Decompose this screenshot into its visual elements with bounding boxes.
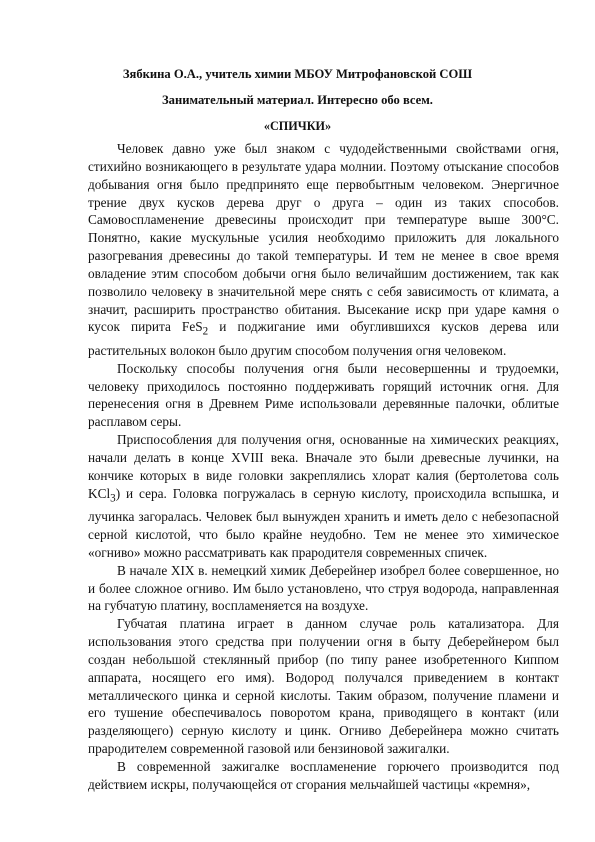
subscript: 2	[202, 326, 209, 339]
paragraph-6: В современной зажигалке воспламенение горючего производится под действием искры, получающейся от сгорания мельчайшей частицы «кремня»,	[88, 759, 559, 792]
document-body	[88, 140, 559, 794]
paragraph-2: Поскольку способы получения огня были несовершенны и трудоемки, человеку приходилось постоянно поддерживать горящий источник огня. Для перенесения огня в Древнем Риме использовали деревянные палочки, облитые расплавом серы.	[88, 360, 559, 430]
subscript: 3	[110, 492, 116, 505]
paragraph-5: Губчатая платина играет в данном случае роль катализатора. Для использования этого средства при получении огня в быту Деберейнером был создан небольшой стеклянный прибор (по типу ранее изобретенного Киппом аппарата, носящего его имя). Водород получался приведением в контакт металлического цинка и серной кислоты. Таким образом, получение пламени и его тушение обеспечивалось поворотом крана, приводящего в контакт (или разделяющего) серную кислоту и цинк. Огниво Деберейнера можно считать прародителем современной газовой или бензиновой зажигалки.	[88, 616, 559, 757]
paragraph-3: Приспособления для получения огня, основанные на химических реакциях, начали делать в конце XVIII века. Вначале это были древесные лучинки, на кончике которых в виде головки закреплялись хлорат калия (бертолетова соль KCl$_3$) и сера. Головка погружалась в серную кислоту, происходила вспышка, и лучинка загоралась. Человек был вынужден хранить и иметь дело с небезопасной серной кислотой, что было крайне неудобно. Тем не менее это химическое «огниво» можно рассматривать как прародителя современных спичек.	[88, 432, 559, 560]
document-title: «СПИЧКИ»	[263, 119, 332, 133]
author-line: Зябкина О.А., учитель химии МБОУ Митрофановской СОШ	[122, 67, 473, 81]
paragraph-4: В начале XIX в. немецкий химик Деберейнер изобрел более совершенное, но и более сложное огниво. Им было установлено, что струя водорода, направленная на губчатую платину, воспламеняется на воздухе.	[88, 562, 559, 614]
subtitle-line: Занимательный материал. Интересно обо всем.	[162, 93, 433, 107]
paragraph-1: Человек давно уже был знаком с чудодейственными свойствами огня, стихийно возникающего в результате удара молнии. Поэтому отыскание способов добывания огня было предпринято еще первобытным человеком. Энергичное трение двух кусков дерева друг о друга – один из таких способов. Самовоспламенение древесины происходит при температуре выше 300°С. Понятно, какие мускульные усилия необходимо приложить для локального разогревания древесины до такой температуры. И тем не менее в свое время овладение этим способом добычи огня было величайшим достижением, так как позволило человеку в значительной мере снять с себя зависимость от климата, а значит, расширить пространство обитания. Высекание искр при ударе камня о кусок пирита FeS$_2$ и поджигание ими обуглившихся кусков дерева или растительных волокон было другим способом получения огня человеком.	[88, 141, 559, 358]
